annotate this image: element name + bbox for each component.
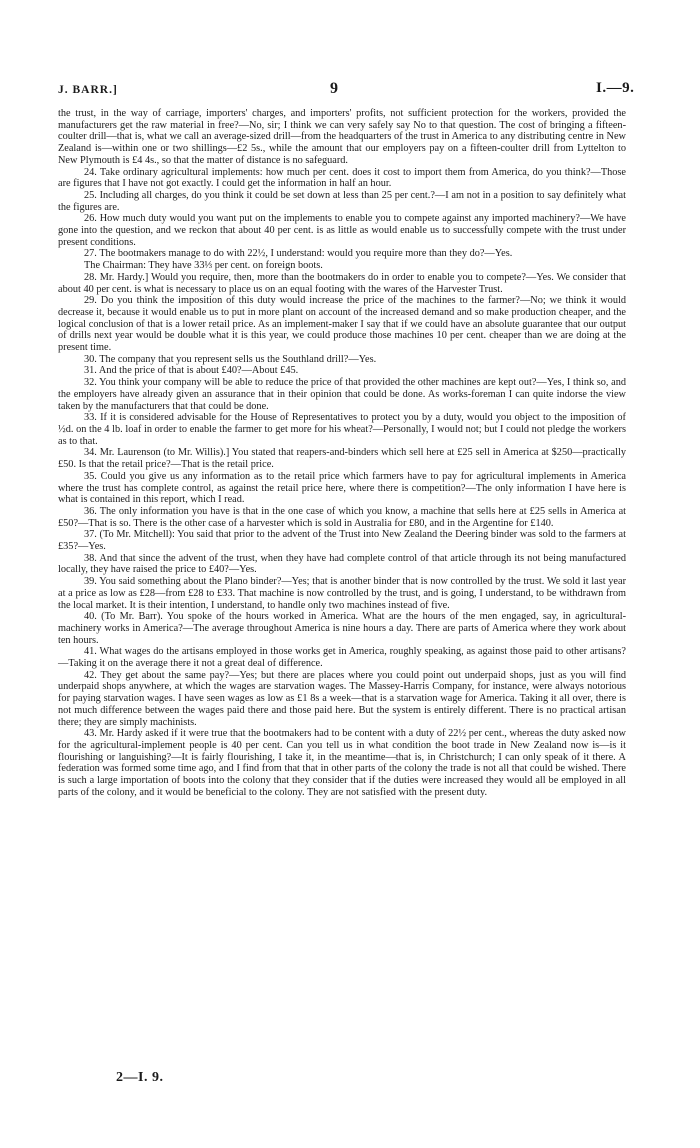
paragraph-q32: 32. You think your company will be able to reduce the price of that provided the other machines are kept out?—Yes, I think so, and the employers have already given an assurance that in their opinion that could be done. As works-foreman I can quite indorse the view taken by the manufacturers that that could be done. <box>58 377 626 412</box>
paragraph-q34: 34. Mr. Laurenson (to Mr. Willis).] You stated that reapers-and-binders which sell here at £25 sell in America at $250—practically £50. Is that the retail price?—That is the retail price. <box>58 447 626 471</box>
paragraph-q35: 35. Could you give us any information as to the retail price which farmers have to pay for agricultural implements in America where the trust has complete control, as against the retail price here, where there is competition?—The only information I have here is what is contained in this report, which I read. <box>58 470 626 506</box>
paragraph-q43: 43. Mr. Hardy asked if it were true that the bootmakers had to be content with a duty of 22½ per cent., whereas the duty asked now for the agricultural-implement people is 40 per cent. Can you tell us in what condition the boot trade in New Zealand now is—is it flourishing or languishing?—It is fairly flourishing, I take it, in the meantime—that is, in Christchurch; I can only speak of it there. A federation was formed some time ago, and I find from that that in other parts of the colony the trade is not all that could be wished. There is such a large importation of boots into the colony that they consider that if the duties were increased they would all be employed in all parts of the colony, and it would be beneficial to the colony. They are not satisfied with the present duty. <box>58 728 626 798</box>
footer-signature-mark: 2—I. 9. <box>116 1070 164 1085</box>
paragraph-q30: 30. The company that you represent sells us the Southland drill?—Yes. <box>84 353 377 365</box>
paragraph-q25: 25. Including all charges, do you think it could be set down at less than 25 per cent.?—I am not in a position to say definitely what the figures are. <box>58 189 626 213</box>
paragraph-q24: 24. Take ordinary agricultural implements: how much per cent. does it cost to import them from America, do you think?—Those are figures that I have not got exactly. I could get the information in half an hour. <box>58 166 626 190</box>
paragraph-q39: 39. You said something about the Plano binder?—Yes; that is another binder that is now controlled by the trust. We sold it last year at a price as low as £28—from £28 to £33. That machine is now controlled by the trust, and is going, I understand, to be withdrawn from the local market. It is their intention, I understand, to handle only two machines instead of five. <box>58 576 626 611</box>
paragraph-q37: 37. (To Mr. Mitchell): You said that prior to the advent of the Trust into New Zealand the Deering binder was sold to the farmers at £35?—Yes. <box>58 529 626 553</box>
paragraph-q42: 42. They get about the same pay?—Yes; but there are places where you could point out underpaid shops, just as you will find underpaid shops anywhere, at which the wages are starvation wages. The Massey-Harris Company, for instance, were always notorious for paying starvation wages. I have seen wages as low as £1 8s a week—that is a starvation wage for America. Taking it all over, there is not much difference between the wages paid there and those paid here. But the system is entirely different. There is no practical artisan there; they are simply machinists. <box>58 669 626 728</box>
paragraph-q38: 38. And that since the advent of the trust, when they have had complete control of that article through its not being manufactured locally, they have raised the price to £40?—Yes. <box>58 552 626 576</box>
paragraph-q27: 27. The bootmakers manage to do with 22½, I understand: would you require more than they do?—Yes. <box>84 248 513 260</box>
document-reference: I.—9. <box>596 80 635 96</box>
header-witness-name: J. BARR.] <box>58 84 118 96</box>
page-number: 9 <box>330 80 338 97</box>
paragraph-q33: 33. If it is considered advisable for the House of Representatives to protect you by a duty, would you object to the imposition of ½d. on the 4 lb. loaf in order to enable the farmer to get more for his wheat?—Personally, I would not; but I could not pledge the workers as to that. <box>58 412 626 447</box>
paragraph-chairman: The Chairman: They have 33⅓ per cent. on foreign boots. <box>84 260 323 272</box>
paragraph-continuation: the trust, in the way of carriage, importers' charges, and importers' profits, not sufficient protection for the workers, provided the manufacturers get the raw material in free?—No, sir; I think we can very safely say No to that question. The cost of bringing a fifteen-coulter drill—that is, what we call an average-sized drill—from the headquarters of the trust in America to any distributing centre in New Zealand is—within one or two shillings—£2 5s., while the amount that our employers pay on a fifteen-coulter drill from Lyttelton to New Plymouth is £4 4s., so that the matter of distance is no safeguard. <box>58 108 626 166</box>
paragraph-q40: 40. (To Mr. Barr). You spoke of the hours worked in America. What are the hours of the men engaged, say, in agricultural-machinery works in America?—The average throughout America is nine hours a day. There are parts of America where they work about ten hours. <box>58 611 626 646</box>
paragraph-q29: 29. Do you think the imposition of this duty would increase the price of the machines to the farmer?—No; we think it would decrease it, because it would enable us to put in more plant on account of the increased demand and so make production cheaper, and the logical conclusion of that is a lower retail price. As an implement-maker I say that if we could have an absolute guarantee that our output of drills next year would be double what it is this year, we could produce those machines 10 per cent. cheaper than we are doing at the present time. <box>58 295 626 354</box>
paragraph-q31: 31. And the price of that is about £40?—About £45. <box>84 365 299 377</box>
paragraph-q41: 41. What wages do the artisans employed in those works get in America, roughly speaking, as against those paid to other artisans?—Taking it on the average there it not a great deal of difference. <box>58 646 626 670</box>
body-text <box>58 108 626 798</box>
paragraph-q26: 26. How much duty would you want put on the implements to enable you to compete against any imported machinery?—We have gone into the question, and we reckon that about 40 per cent. is as little as would enable us to successfully compete with the trust under present conditions. <box>58 213 626 248</box>
paragraph-q28: 28. Mr. Hardy.] Would you require, then, more than the bootmakers do in order to enable you to compete?—Yes. We consider that about 40 per cent. is what is necessary to place us on an equal footing with the wares of the Harvester Trust. <box>58 271 626 295</box>
paragraph-q36: 36. The only information you have is that in the one case of which you know, a machine that sells here at £25 sells in America at £50?—That is so. There is the other case of a harvester which is sold in Australia for £80, and in the Argentine for £140. <box>58 505 626 529</box>
